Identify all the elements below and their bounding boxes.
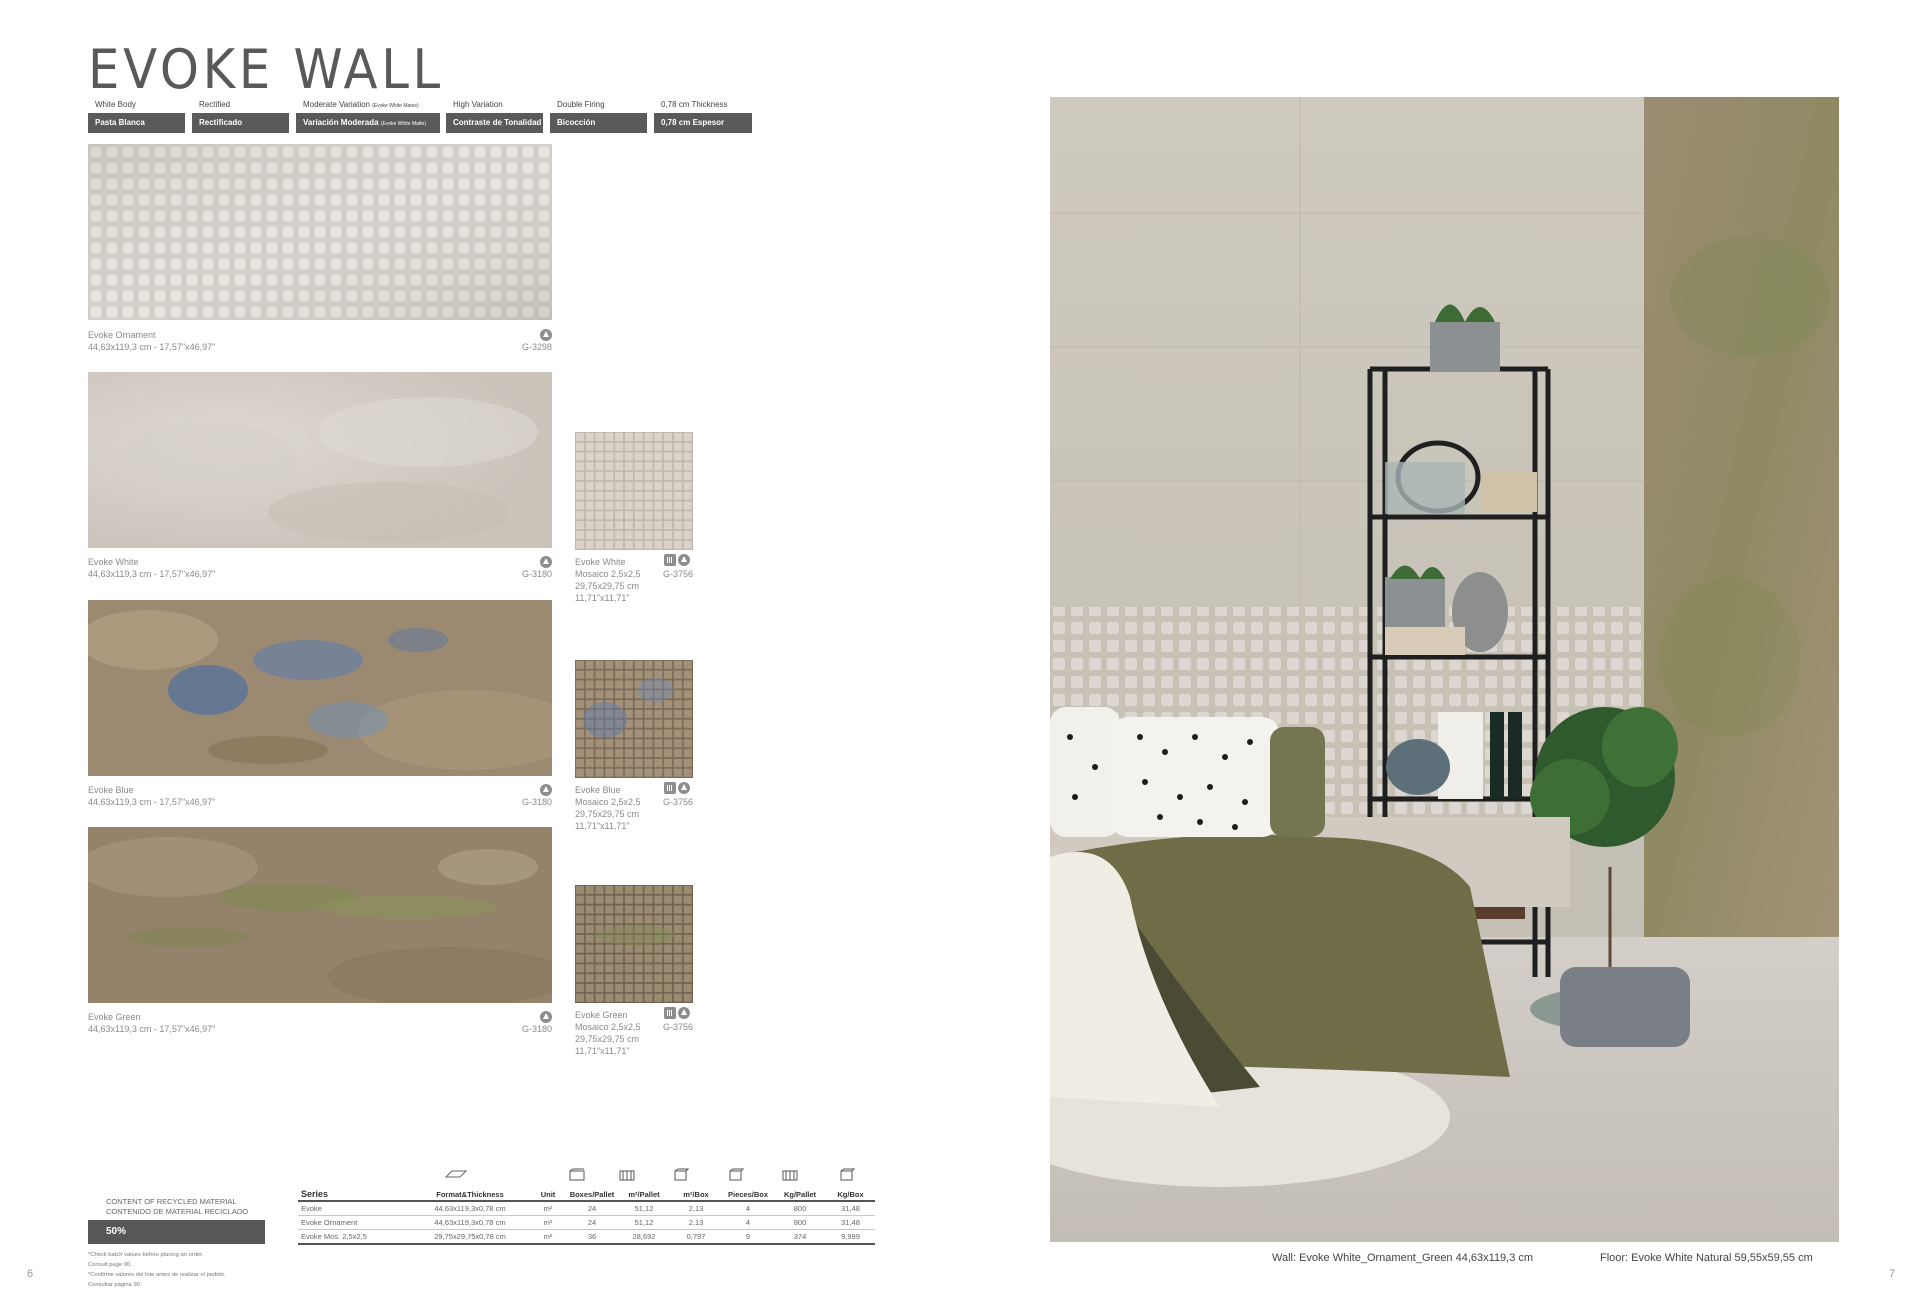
column-header: Kg/Pallet [783,1189,817,1199]
recycled-label-en: CONTENT OF RECYCLED MATERIAL [106,1197,237,1206]
tile-image-evoke-green [88,827,552,1003]
column-header: Pieces/Box [727,1189,769,1199]
property-label-en: 0,78 cm Thickness [661,100,728,109]
column-header: Series [301,1189,329,1199]
mosaic-image-evoke-white [575,432,693,550]
notes [88,1250,226,1290]
property-note-es: (Evoke White Matte) [380,121,427,127]
tile-size: 44,63x119,3 cm - 17,57"x46,97" [88,1024,216,1034]
box-area-icon [673,1168,689,1182]
mosaic-size-cm: 29,75x29,75 cm [575,1034,640,1044]
table-cell: Evoke Mos. 2,5x2,5 [298,1230,410,1245]
property-label-es: 0,78 cm Espesor [654,113,752,133]
property-rectified [192,99,289,133]
table-cell: 800 [774,1216,826,1230]
mosaic-mesh-icon [664,554,676,566]
table-cell: 24 [566,1216,618,1230]
mosaic-mesh-icon [664,782,676,794]
wall-tile-icon [540,329,552,341]
mosaic-name: Evoke Green [575,1010,628,1020]
table-cell: m² [530,1230,566,1245]
property-label-en: High Variation [453,100,503,109]
property-thickness [654,99,752,133]
table-cell: 36 [566,1230,618,1245]
format-icon [444,1168,460,1182]
tile-name: Evoke Ornament [88,330,156,340]
property-label-es: Variación Moderada [303,118,379,127]
table-cell: 31,48 [826,1216,875,1230]
mosaic-image-evoke-green [575,885,693,1003]
mosaic-type: Mosaico 2,5x2,5 [575,1022,641,1032]
pieces-icon [728,1168,744,1182]
table-cell: 44,63x119,3x0,78 cm [410,1216,530,1230]
tile-name: Evoke Green [88,1012,141,1022]
tile-code: G-3180 [521,797,552,807]
page-number-right: 7 [1889,1268,1896,1280]
packing-table [298,1168,875,1245]
tile-image-evoke-white [88,372,552,548]
tile-size: 44,63x119,3 cm - 17,57"x46,97" [88,569,216,579]
column-header: m²/Pallet [628,1189,660,1199]
property-moderate-variation [296,99,440,133]
table-cell: 28,692 [618,1230,670,1245]
property-label-en: Moderate Variation [303,100,370,109]
page-number-left: 6 [27,1268,34,1280]
property-white-body [88,99,185,133]
wall-tile-icon [678,554,690,566]
table-row [298,1201,875,1216]
wall-tile-icon [678,1007,690,1019]
table-cell: 9,999 [826,1230,875,1245]
table-cell: 4 [722,1201,774,1216]
recycled-label-es: CONTENIDO DE MATERIAL RECICLADO [106,1207,249,1216]
table-cell: 2,13 [670,1216,722,1230]
column-header: Boxes/Pallet [569,1189,615,1199]
property-label-es: Contraste de Tonalidad [446,113,543,133]
column-header: m²/Box [683,1189,709,1199]
property-label-en: Double Firing [557,100,605,109]
property-label-es: Pasta Blanca [88,113,185,133]
mosaic-size-cm: 29,75x29,75 cm [575,581,640,591]
property-label-en: White Body [95,100,136,109]
mosaic-image-evoke-blue [575,660,693,778]
note-line: *Check batch values before placing an order. [88,1252,204,1258]
table-cell: 0,797 [670,1230,722,1245]
table-cell: 31,48 [826,1201,875,1216]
property-label-es: Rectificado [192,113,289,133]
pallet-icon [618,1168,634,1182]
mosaic-code: G-3756 [662,1022,693,1032]
table-cell: 51,12 [618,1216,670,1230]
table-cell: 44,63x119,3x0,78 cm [410,1201,530,1216]
tile-size: 44,63x119,3 cm - 17,57"x46,97" [88,342,216,352]
property-label-es: Bicocción [550,113,647,133]
table-cell: 800 [774,1201,826,1216]
page-title: EVOKE WALL [88,38,444,101]
table-cell: 4 [722,1216,774,1230]
table-cell: 2,13 [670,1201,722,1216]
mosaic-type: Mosaico 2,5x2,5 [575,569,641,579]
column-header: Unit [540,1189,556,1199]
tile-code: G-3180 [521,569,552,579]
column-header: Kg/Box [837,1189,864,1199]
property-note-en: (Evoke White Mates) [372,103,419,109]
box-icon [568,1168,584,1182]
tile-code: G-3180 [521,1024,552,1034]
wall-tile-icon [540,1011,552,1023]
weight-box-icon [839,1168,855,1182]
note-line: Consultar página 90. [88,1282,142,1288]
wall-tile-icon [540,784,552,796]
tile-name: Evoke White [88,557,139,567]
mosaic-size-in: 11,71"x11,71" [575,821,630,831]
mosaic-type: Mosaico 2,5x2,5 [575,797,641,807]
mosaic-name: Evoke Blue [575,785,621,795]
tile-name: Evoke Blue [88,785,134,795]
table-cell: m² [530,1216,566,1230]
mosaic-code: G-3756 [662,797,693,807]
table-cell: 9 [722,1230,774,1245]
tile-image-evoke-blue [88,600,552,776]
table-cell: m² [530,1201,566,1216]
weight-pallet-icon [781,1168,797,1182]
recycled-value: 50% [88,1220,265,1244]
property-double-firing [550,99,647,133]
tile-size: 44,63x119,3 cm - 17,57"x46,97" [88,797,216,807]
table-cell: 29,75x29,75x0,78 cm [410,1230,530,1245]
mosaic-name: Evoke White [575,557,626,567]
wall-tile-icon [678,782,690,794]
mosaic-code: G-3756 [662,569,693,579]
interior-photo [1050,97,1839,1242]
photo-caption-wall: Wall: Evoke White_Ornament_Green 44,63x119,3 cm [1272,1252,1534,1264]
tile-image-evoke-ornament [88,144,552,320]
mosaic-size-in: 11,71"x11,71" [575,593,630,603]
property-high-variation [446,99,543,133]
note-line: *Confirme valores del lote antes de realizar el pedido. [88,1272,226,1278]
wall-tile-icon [540,556,552,568]
table-cell: Evoke [298,1201,410,1216]
table-header-row [298,1188,875,1201]
note-line: Consult page 90. [88,1262,132,1268]
table-cell: 24 [566,1201,618,1216]
mosaic-size-cm: 29,75x29,75 cm [575,809,640,819]
mosaic-size-in: 11,71"x11,71" [575,1046,630,1056]
table-row [298,1216,875,1230]
table-cell: 51,12 [618,1201,670,1216]
table-row [298,1230,875,1245]
table-cell: Evoke Ornament [298,1216,410,1230]
photo-caption-floor: Floor: Evoke White Natural 59,55x59,55 cm [1600,1252,1813,1264]
column-header: Format&Thickness [436,1189,504,1199]
tile-code: G-3298 [521,342,552,352]
mosaic-mesh-icon [664,1007,676,1019]
table-cell: 374 [774,1230,826,1245]
property-label-en: Rectified [199,100,231,109]
